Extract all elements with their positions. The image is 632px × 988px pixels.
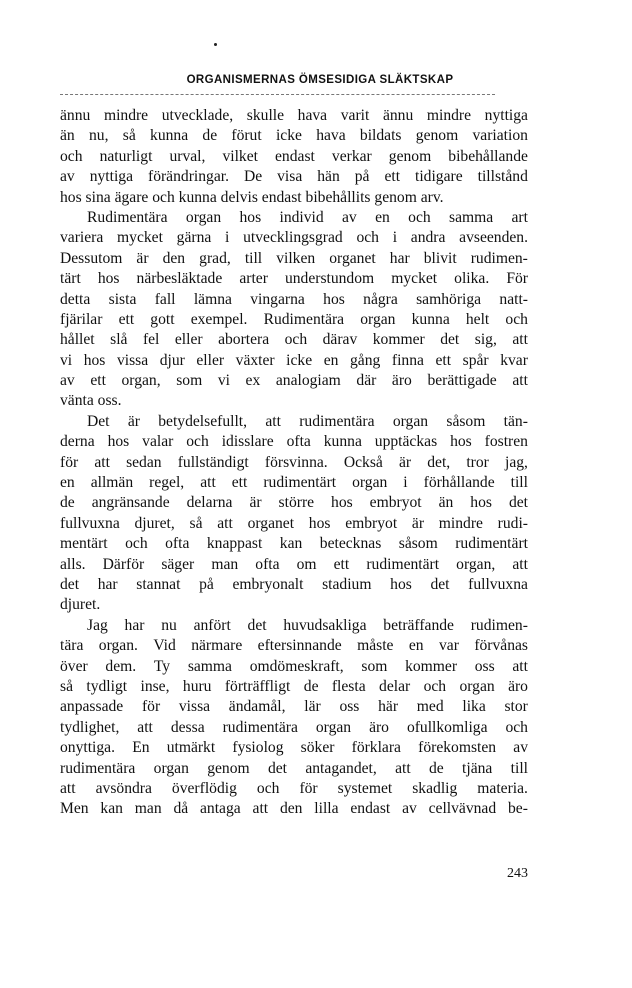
text-line: fullvuxna djuret, så att organet hos embryot är mindre rudi- <box>60 514 528 532</box>
text-line: alls. Därför säger man ofta om ett rudimentärt organ, att <box>60 555 528 573</box>
text-line: djuret. <box>60 596 101 614</box>
text-line: Jag har nu anfört det huvudsakliga beträffande rudimen- <box>87 616 528 634</box>
text-line: ännu mindre utvecklade, skulle hava varit ännu mindre nyttiga <box>60 107 528 124</box>
header-rule <box>60 94 495 95</box>
text-line: onyttiga. En utmärkt fysiolog söker förklara förekomsten av <box>60 739 528 757</box>
text-line: vänta oss. <box>60 392 122 410</box>
text-line: tärt hos närbesläktade arter understundom mycket olika. För <box>60 270 528 288</box>
text-line: att avsöndra överflödig och för systemet skadlig materia. <box>60 779 528 797</box>
text-line: av nyttiga förändringar. De visa hän på ett tidigare tillstånd <box>60 168 528 186</box>
text-line: variera mycket gärna i utvecklingsgrad och i andra avseenden. <box>60 229 528 247</box>
text-line: över dem. Ty samma omdömeskraft, som kommer oss att <box>60 657 528 675</box>
text-line: Men kan man då antaga att den lilla endast av cellvävnad be- <box>60 800 528 818</box>
print-speck <box>214 43 217 46</box>
body-text <box>60 106 528 820</box>
text-line: hos sina ägare och kunna delvis endast bibehållits genom arv. <box>60 188 444 206</box>
text-line: anpassade för vissa ändamål, lär oss här med lika stor <box>60 698 528 716</box>
text-line: och naturligt urval, vilket endast verkar genom bibehållande <box>60 147 528 165</box>
text-line: en allmän regel, att ett rudimentärt organ i förhållande till <box>60 474 528 492</box>
text-line: mentärt och ofta knappast kan betecknas såsom rudimentärt <box>60 535 528 553</box>
page-number: 243 <box>507 866 528 881</box>
text-line: tära organ. Vid närmare eftersinnande måste en var förvånas <box>60 637 528 655</box>
text-line: Det är betydelsefullt, att rudimentära organ såsom tän- <box>87 412 528 430</box>
text-line: vi hos vissa djur eller växter icke en gång finna ett spår kvar <box>60 351 528 369</box>
text-line: än nu, så kunna de förut icke hava bildats genom variation <box>60 127 528 145</box>
text-line: så tydligt inse, huru förträffligt de flesta delar och organ äro <box>60 677 528 695</box>
text-line: hållet slå fel eller abortera och därav kommer det sig, att <box>60 331 528 349</box>
text-line: Rudimentära organ hos individ av en och samma art <box>87 208 528 226</box>
running-header: ORGANISMERNAS ÖMSESIDIGA SLÄKTSKAP <box>186 74 454 86</box>
text-line: av ett organ, som vi ex analogiam där äro berättigade att <box>60 372 528 390</box>
text-line: de angränsande delarna är större hos embryot än hos det <box>60 494 528 512</box>
text-line: tydlighet, att dessa rudimentära organ äro ofullkomliga och <box>60 718 528 736</box>
text-line: derna hos valar och idisslare ofta kunna upptäckas hos fostren <box>60 433 528 451</box>
text-line: fjärilar ett gott exempel. Rudimentära organ kunna helt och <box>60 310 528 328</box>
text-line: rudimentära organ genom det antagandet, att de tjäna till <box>60 759 528 777</box>
text-line: för att sedan fullständigt försvinna. Också är det, tror jag, <box>60 453 528 471</box>
text-line: detta sista fall lämna vingarna hos några samhöriga natt- <box>60 290 528 308</box>
text-line: det har stannat på embryonalt stadium hos det fullvuxna <box>60 575 528 593</box>
text-line: Dessutom är den grad, till vilken organet har blivit rudimen- <box>60 249 528 267</box>
